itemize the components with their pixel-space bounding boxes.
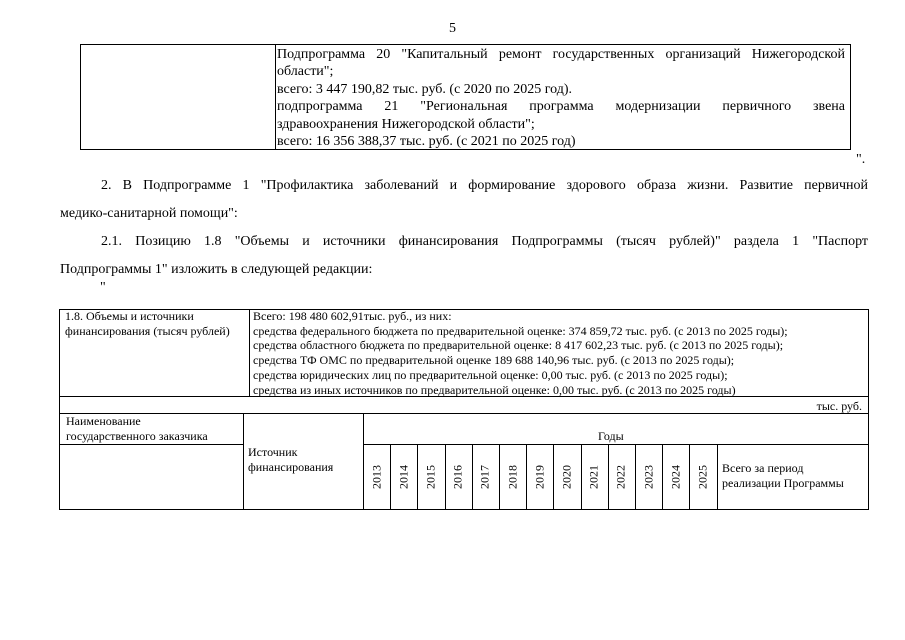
financing-label <box>65 309 230 338</box>
divider <box>608 444 609 509</box>
subprogram-table-text-cell <box>277 46 845 150</box>
divider <box>363 444 868 445</box>
divider <box>499 444 500 509</box>
year-column-header: 2023 <box>641 464 656 489</box>
source-header-line-1: Источник <box>248 445 298 459</box>
subprogram-table <box>80 44 851 150</box>
year-column-header: 2025 <box>695 464 710 489</box>
divider <box>689 444 690 509</box>
divider <box>60 444 243 445</box>
customer-header-line-1: Наименование <box>66 414 141 428</box>
source-column-header <box>248 445 333 474</box>
year-column-header: 2022 <box>614 464 629 489</box>
funding-details <box>253 309 865 397</box>
years-header: Годы <box>598 429 624 443</box>
funding-line: Всего: 198 480 602,91тыс. руб., из них: <box>253 309 452 323</box>
divider <box>717 444 718 509</box>
year-column-header: 2015 <box>423 464 438 489</box>
funding-line: средства областного бюджета по предварительной оценке: 8 417 602,23 тыс. руб. (с 2013 по 2025 годы); <box>253 338 784 353</box>
divider <box>417 444 418 509</box>
year-column-header: 2019 <box>532 464 547 489</box>
divider <box>526 444 527 509</box>
divider <box>581 444 582 509</box>
divider <box>249 310 250 396</box>
year-column-header: 2020 <box>559 464 574 489</box>
divider <box>445 444 446 509</box>
divider <box>635 444 636 509</box>
year-column-header: 2014 <box>396 464 411 489</box>
divider <box>60 396 868 397</box>
divider <box>390 444 391 509</box>
financing-table <box>59 309 869 510</box>
unit-label: тыс. руб. <box>816 399 862 413</box>
funding-line: средства из иных источников по предварительной оценке: 0,00 тыс. руб. (с 2013 по 2025 годы) <box>253 382 736 397</box>
funding-line: средства ТФ ОМС по предварительной оценке 189 688 140,96 тыс. руб. (с 2013 по 2025 годы); <box>253 353 735 368</box>
total-header-line-2: реализации Программы <box>722 475 844 490</box>
divider <box>243 413 244 509</box>
year-column-header: 2024 <box>668 464 683 489</box>
subprogram-line: всего: 16 356 388,37 тыс. руб. (с 2021 по 2025 год) <box>277 134 576 150</box>
divider <box>553 444 554 509</box>
paragraph-2 <box>60 172 868 228</box>
year-column-header: 2017 <box>478 464 493 489</box>
year-column-header: 2016 <box>450 464 465 489</box>
source-header-line-2: финансирования <box>248 459 334 474</box>
subprogram-table-empty-cell <box>81 45 276 149</box>
subprogram-line: подпрограмма 21 "Региональная программа модернизации первичного звена <box>277 99 845 115</box>
customer-column-header <box>66 414 208 443</box>
funding-line: средства юридических лиц по предварительной оценке: 0,00 тыс. руб. (с 2013 по 2025 годы); <box>253 367 728 382</box>
subprogram-line: всего: 3 447 190,82 тыс. руб. (с 2020 по 2025 год). <box>277 81 573 97</box>
year-column-header: 2018 <box>505 464 520 489</box>
year-column-header: 2021 <box>586 464 601 489</box>
total-header-line-1: Всего за период <box>722 461 804 475</box>
opening-quote: " <box>100 280 106 295</box>
funding-line: средства федерального бюджета по предварительной оценке: 374 859,72 тыс. руб. (с 2013 по 2025 годы); <box>253 323 788 338</box>
paragraph-2-1-line-2: Подпрограммы 1" изложить в следующей редакции: <box>60 262 373 277</box>
financing-label-line-1: 1.8. Объемы и источники <box>65 309 194 323</box>
paragraph-2-line-1: 2. В Подпрограмме 1 "Профилактика заболеваний и формирование здорового образа жизни. Развитие первичной <box>101 178 868 193</box>
subprogram-line: области"; <box>277 64 334 80</box>
divider <box>662 444 663 509</box>
divider <box>472 444 473 509</box>
subprogram-line: Подпрограмма 20 "Капитальный ремонт государственных организаций Нижегородской <box>277 47 845 62</box>
paragraph-2-1 <box>60 228 868 284</box>
paragraph-2-line-2: медико-санитарной помощи": <box>60 206 238 221</box>
closing-quote: ". <box>856 152 866 167</box>
subprogram-line: здравоохранения Нижегородской области"; <box>277 116 535 132</box>
divider <box>363 413 364 509</box>
page-number: 5 <box>449 21 456 36</box>
customer-header-line-2: государственного заказчика <box>66 428 208 443</box>
paragraph-2-1-line-1: 2.1. Позицию 1.8 "Объемы и источники финансирования Подпрограммы (тысяч рублей)" раздела 1 "Паспорт <box>101 234 868 249</box>
financing-label-line-2: финансирования (тысяч рублей) <box>65 323 230 338</box>
year-column-header: 2013 <box>369 464 384 489</box>
total-column-header <box>722 461 844 490</box>
